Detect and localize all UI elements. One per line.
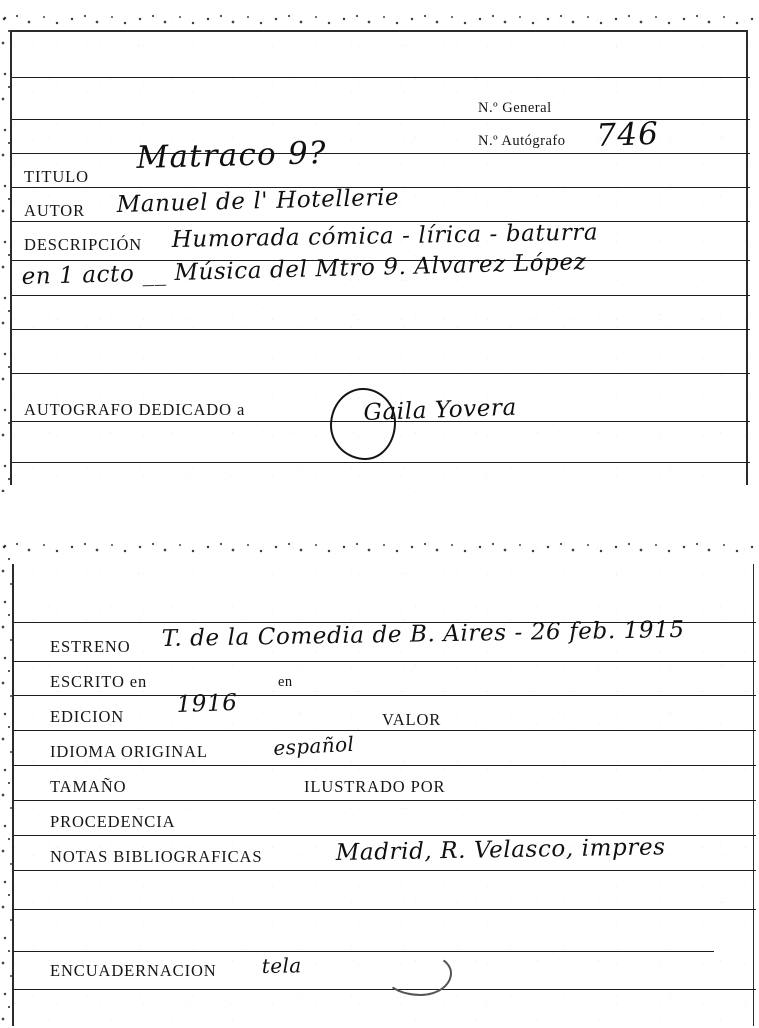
- handwriting-edicion: 1916: [176, 689, 238, 718]
- label-edicion: EDICION: [50, 707, 125, 726]
- handwriting-autor: Manuel de l' Hotellerie: [116, 184, 400, 218]
- card-rule: [12, 462, 750, 463]
- label-valor: VALOR: [382, 710, 442, 729]
- handwriting-descripcion-line1: Humorada cómica - lírica - baturra: [171, 219, 599, 253]
- card-rule: [14, 730, 756, 731]
- card-rule: [12, 221, 750, 222]
- card-rule: [12, 373, 750, 374]
- card-rule: [14, 765, 756, 766]
- handwriting-encuadernacion: tela: [261, 953, 302, 978]
- catalog-card-back: [0, 540, 759, 1028]
- label-idioma-original: IDIOMA ORIGINAL: [50, 742, 208, 761]
- card-rule: [14, 695, 756, 696]
- card-rule: [14, 909, 756, 910]
- label-escrito-en: ESCRITO en: [50, 672, 148, 691]
- handwriting-titulo: Matraco 9?: [136, 135, 328, 176]
- label-tamano: TAMAÑO: [50, 777, 127, 796]
- label-notas-bibliograficas: NOTAS BIBLIOGRAFICAS: [50, 847, 263, 866]
- label-descripcion: DESCRIPCIÓN: [24, 235, 143, 254]
- card-rule: [12, 329, 750, 330]
- handwriting-numero-autografo: 746: [595, 115, 660, 154]
- handwriting-descripcion-line2: en 1 acto __ Música del Mtro 9. Alvarez López: [21, 249, 587, 290]
- label-escrito-en-secondary: en: [278, 674, 293, 690]
- card-back-border: [12, 564, 754, 1026]
- card-rule: [12, 77, 750, 78]
- ink-flourish-icon: [330, 388, 396, 460]
- card-rule: [12, 153, 750, 154]
- handwriting-estreno: T. de la Comedia de B. Aires - 26 feb. 1915: [161, 616, 685, 652]
- card-rule: [14, 661, 756, 662]
- card-front-border: [10, 30, 748, 485]
- label-estreno: ESTRENO: [50, 637, 131, 656]
- card-rule: [14, 951, 714, 952]
- card-rule: [14, 800, 756, 801]
- label-encuadernacion: ENCUADERNACION: [50, 961, 217, 980]
- catalog-card-front: [0, 12, 759, 492]
- scan-noise-top-icon: [0, 540, 759, 556]
- label-procedencia: PROCEDENCIA: [50, 812, 176, 831]
- label-ilustrado-por: ILUSTRADO POR: [304, 777, 446, 796]
- label-titulo: TITULO: [24, 167, 89, 186]
- card-rule: [14, 989, 756, 990]
- handwriting-idioma-original: español: [272, 731, 355, 760]
- scan-noise-top-icon: [0, 12, 759, 28]
- handwriting-notas-bibliograficas: Madrid, R. Velasco, impres: [335, 834, 666, 866]
- card-rule: [12, 295, 750, 296]
- handwriting-dedicatoria: Gaila Yovera: [363, 394, 518, 426]
- label-numero-general: N.º General: [478, 100, 552, 116]
- label-numero-autografo: N.º Autógrafo: [478, 133, 566, 149]
- card-rule: [14, 870, 756, 871]
- label-autografo-dedicado-a: AUTOGRAFO DEDICADO a: [24, 400, 246, 419]
- label-autor: AUTOR: [24, 201, 86, 220]
- ink-smudge-icon: [384, 952, 452, 996]
